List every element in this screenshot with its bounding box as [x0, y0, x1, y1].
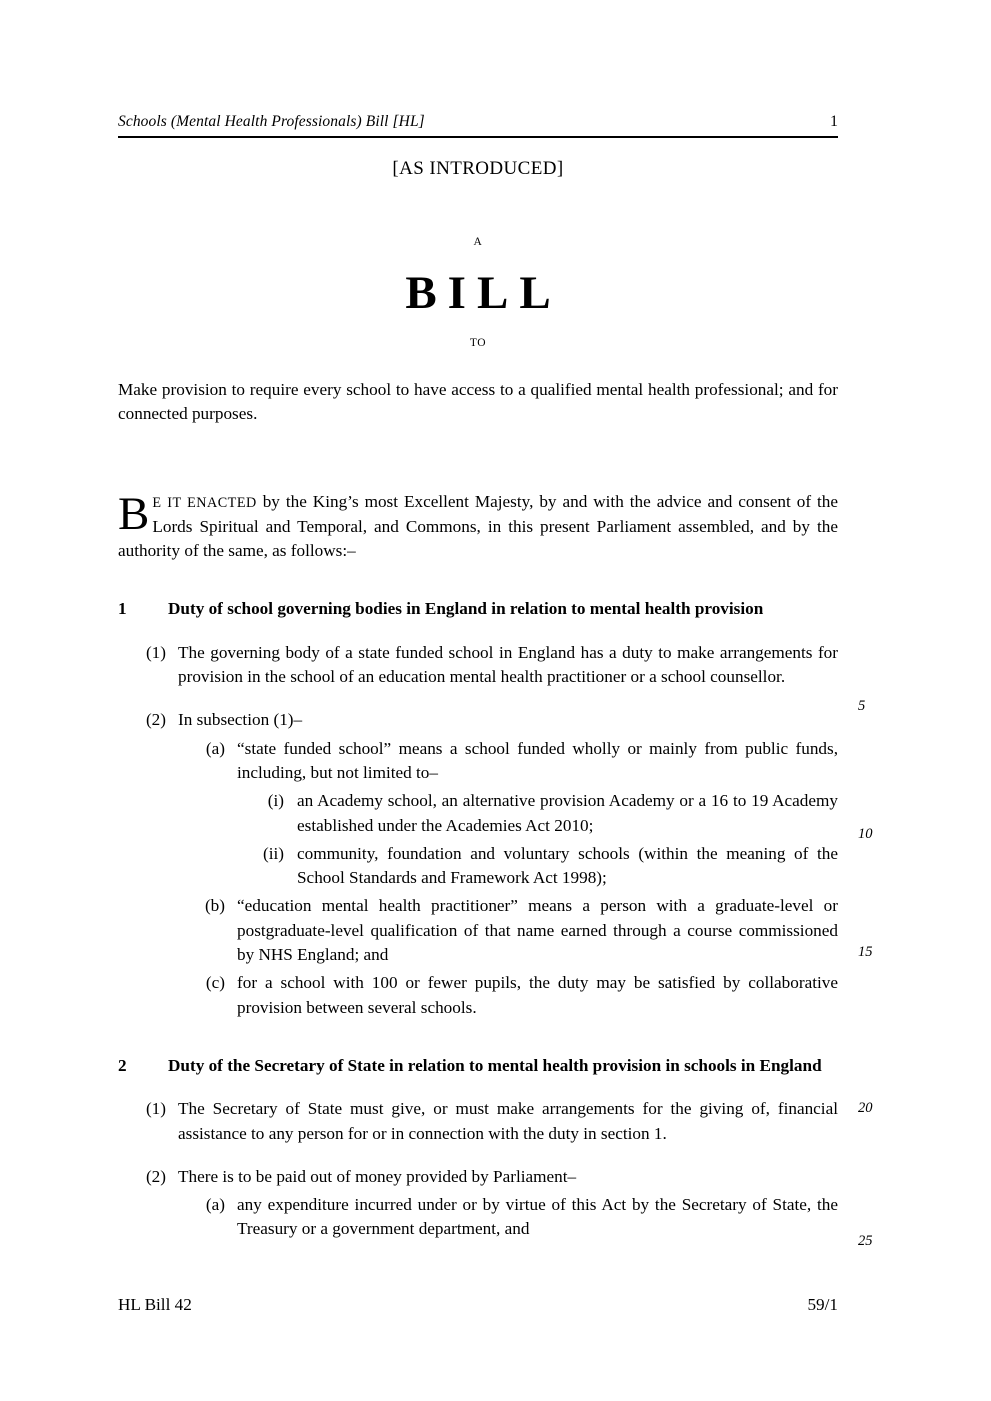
text: community, foundation and voluntary schools (within the meaning of the School Standards and Framework Act 1998);	[297, 843, 838, 888]
line-number: 25	[858, 1233, 873, 1249]
enacting-text: by the King’s most Excellent Majesty, by and with the advice and consent of the Lords Spiritual and Temporal, and Commons, in this present Parliament assembled, and by the authority of the same, as follows:–	[118, 491, 838, 561]
marginal-line-numbers	[858, 0, 898, 1401]
section-1-paragraph-a	[118, 737, 838, 786]
marker: (c)	[205, 973, 225, 993]
long-title: Make provision to require every school to have access to a qualified mental health professional; and for connected purposes.	[118, 380, 838, 424]
text: In subsection (1)–	[178, 710, 303, 730]
running-header	[118, 113, 838, 131]
section-1-subsection-2	[118, 708, 838, 732]
marker: (a)	[205, 738, 225, 758]
marker: (ii)	[263, 843, 284, 863]
section-1-number: 1	[118, 599, 127, 619]
section-1-subsection-1	[118, 641, 838, 690]
section-2-heading-text: Duty of the Secretary of State in relation to mental health provision in schools in England	[168, 1055, 822, 1075]
line-number: 20	[858, 1100, 873, 1116]
section-1-subparagraph-ii	[118, 842, 838, 891]
page-footer	[118, 1295, 838, 1315]
text: The governing body of a state funded school in England has a duty to make arrangements for provision in the school of an education mental health practitioner or a school counsellor.	[178, 642, 838, 687]
section-1-paragraph-b	[118, 894, 838, 967]
text: for a school with 100 or fewer pupils, the duty may be satisfied by collaborative provision between several schools.	[237, 973, 838, 1017]
marker: (a)	[205, 1195, 225, 1215]
to-word: TO	[469, 337, 487, 349]
enacting-dropcap: B	[118, 487, 150, 540]
enacting-formula	[118, 487, 838, 564]
marker: (b)	[204, 896, 225, 916]
text: an Academy school, an alternative provision Academy or a 16 to 19 Academy established under the Academies Act 2010;	[297, 791, 838, 835]
section-1	[118, 597, 838, 1019]
bill-stage-label: [AS INTRODUCED]	[392, 158, 564, 179]
marker: (i)	[267, 791, 284, 811]
text: The Secretary of State must give, or must make arrangements for the giving of, financial assistance to any person for or in connection with the duty in section 1.	[178, 1099, 838, 1143]
article-a: A	[473, 236, 483, 248]
section-1-heading-text: Duty of school governing bodies in England in relation to mental health provision	[168, 599, 764, 619]
section-2-paragraph-a	[118, 1193, 838, 1242]
section-1-paragraph-c	[118, 971, 838, 1020]
marker: (2)	[145, 710, 166, 730]
bill-body	[118, 378, 838, 1242]
section-1-heading	[118, 597, 838, 621]
marker: (2)	[145, 1166, 166, 1186]
title-block	[118, 158, 838, 349]
bill-reference: HL Bill 42	[118, 1295, 192, 1314]
section-1-subparagraph-i	[118, 789, 838, 838]
section-2-subsection-1	[118, 1097, 838, 1146]
text: There is to be paid out of money provided by Parliament–	[178, 1166, 577, 1186]
print-code: 59/1	[807, 1295, 838, 1314]
running-header-short-title: Schools (Mental Health Professionals) Bill [HL]	[118, 113, 425, 130]
bill-word: BILL	[405, 267, 562, 319]
text: “state funded school” means a school funded wholly or mainly from public funds, including, but not limited to–	[237, 738, 838, 782]
section-2-heading	[118, 1054, 838, 1078]
marker: (1)	[145, 642, 166, 662]
section-2-number: 2	[118, 1055, 127, 1075]
line-number: 5	[858, 698, 866, 714]
text: any expenditure incurred under or by virtue of this Act by the Secretary of State, the Treasury or a government department, and	[237, 1195, 838, 1239]
marker: (1)	[145, 1099, 166, 1119]
section-2	[118, 1054, 838, 1242]
text: “education mental health practitioner” means a person with a graduate-level or postgraduate-level qualification of that name earned through a course commissioned by NHS England; and	[237, 896, 838, 965]
line-number: 15	[858, 944, 873, 960]
section-2-subsection-2	[118, 1165, 838, 1189]
page-number: 1	[830, 113, 838, 130]
header-rule	[118, 136, 838, 138]
line-number: 10	[858, 826, 873, 842]
enacting-smallcaps: E IT ENACTED	[152, 494, 257, 511]
